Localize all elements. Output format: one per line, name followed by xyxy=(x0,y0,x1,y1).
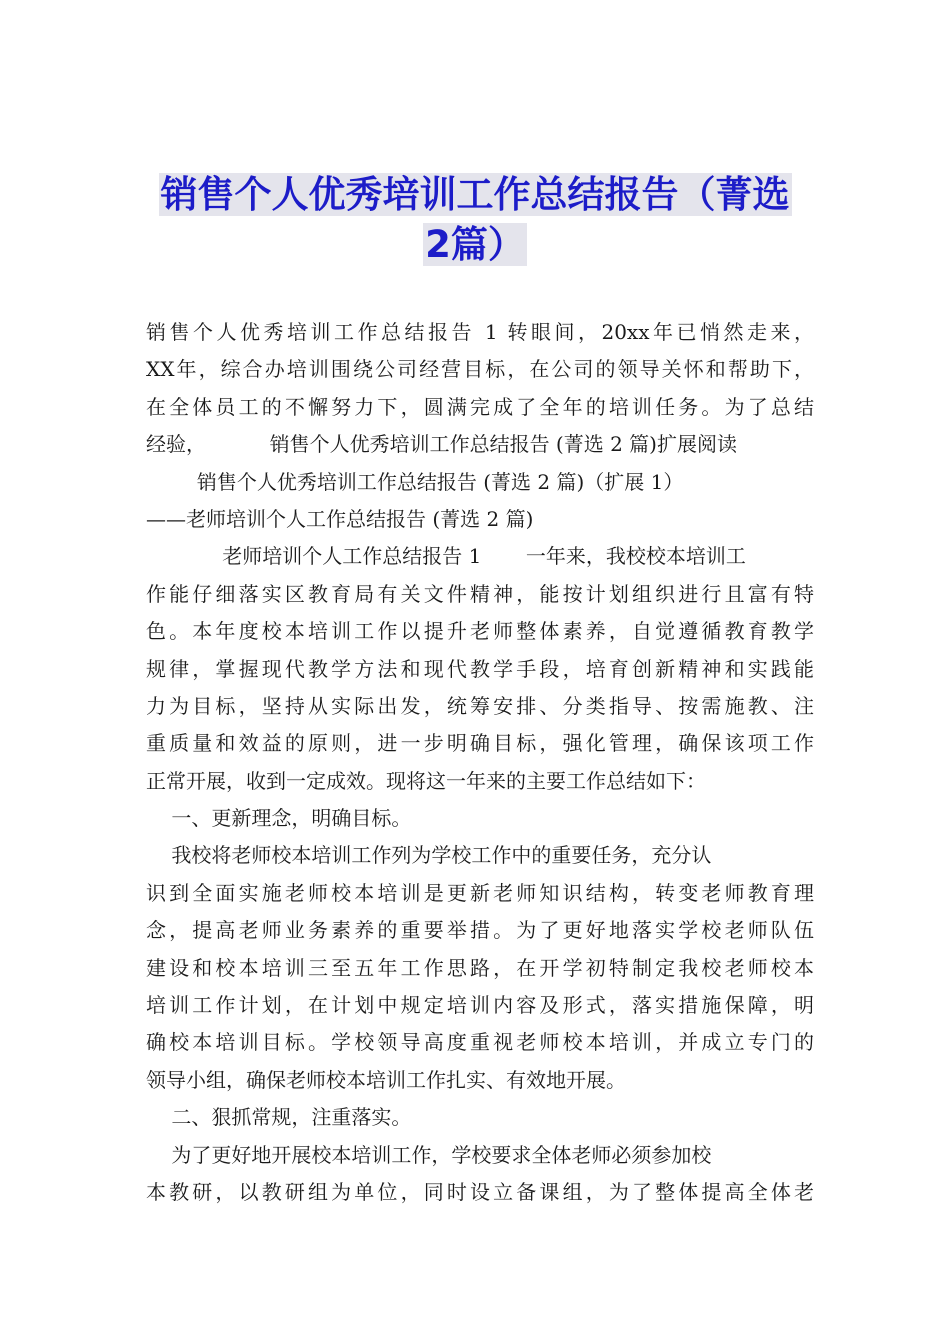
body-line: 建设和校本培训三至五年工作思路，在开学初特制定我校老师校本 xyxy=(146,955,814,980)
body-line: 色。本年度校本培训工作以提升老师整体素养，自觉遵循教育教学 xyxy=(146,619,814,644)
body-line: 规律，掌握现代教学方法和现代教学手段，培育创新精神和实践能 xyxy=(146,656,814,681)
body-line: 念，提高老师业务素养的重要举措。为了更好地落实学校老师队伍 xyxy=(146,918,814,943)
body-line: 销售个人优秀培训工作总结报告 1 转眼间，20xx年已悄然走来， xyxy=(146,320,814,344)
body-line: XX年，综合办培训围绕公司经营目标，在公司的领导关怀和帮助下， xyxy=(146,357,814,382)
document-title xyxy=(120,170,830,270)
body-line: 作能仔细落实区教育局有关文件精神，能按计划组织进行且富有特 xyxy=(146,581,814,606)
body-line: 培训工作计划，在计划中规定培训内容及形式，落实措施保障，明 xyxy=(146,993,814,1018)
body-line: 力为目标，坚持从实际出发，统筹安排、分类指导、按需施教、注 xyxy=(146,693,814,718)
title-line-2: 2篇） xyxy=(425,223,525,266)
body-line: 正常开展，收到一定成效。现将这一年来的主要工作总结如下： xyxy=(146,768,706,793)
body-line: 销售个人优秀培训工作总结报告 (菁选 2 篇)（扩展 1） xyxy=(146,469,684,494)
body-line: ——老师培训个人工作总结报告 (菁选 2 篇) xyxy=(146,506,534,531)
body-line: 识到全面实施老师校本培训是更新老师知识结构，转变老师教育理 xyxy=(146,880,814,905)
body-line: 为了更好地开展校本培训工作，学校要求全体老师必须参加校 xyxy=(146,1142,712,1167)
body-line: 我校将老师校本培训工作列为学校工作中的重要任务，充分认 xyxy=(146,843,712,868)
title-line-1: 销售个人优秀培训工作总结报告（菁选 xyxy=(160,173,790,216)
section-heading: 一、更新理念，明确目标。 xyxy=(146,806,412,831)
body-line: 在全体员工的不懈努力下，圆满完成了全年的培训任务。为了总结 xyxy=(146,394,814,419)
body-line: 经验， 销售个人优秀培训工作总结报告 (菁选 2 篇)扩展阅读 xyxy=(146,432,737,457)
body-line: 重质量和效益的原则，进一步明确目标，强化管理，确保该项工作 xyxy=(146,731,814,756)
section-heading: 二、狠抓常规，注重落实。 xyxy=(146,1105,412,1130)
body-line: 老师培训个人工作总结报告 1 一年来，我校校本培训工 xyxy=(146,544,746,569)
body-line: 确校本培训目标。学校领导高度重视老师校本培训，并成立专门的 xyxy=(146,1030,814,1055)
document-body xyxy=(146,314,814,1211)
body-line: 本教研，以教研组为单位，同时设立备课组，为了整体提高全体老 xyxy=(146,1179,814,1204)
body-line: 领导小组，确保老师校本培训工作扎实、有效地开展。 xyxy=(146,1067,626,1092)
